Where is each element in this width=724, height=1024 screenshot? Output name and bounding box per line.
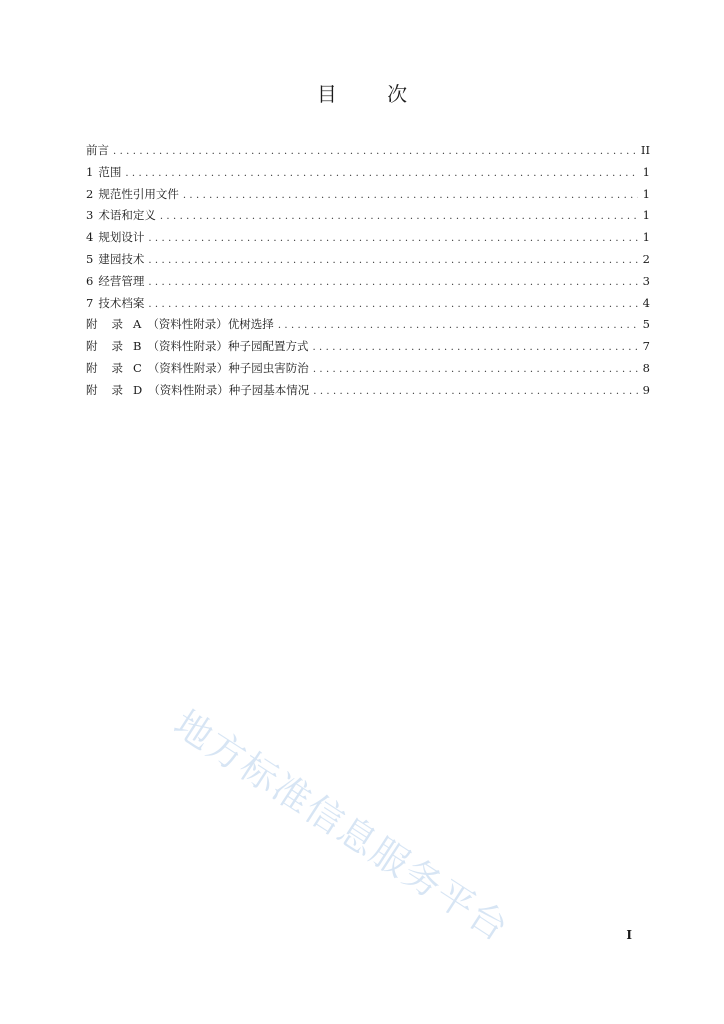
toc-leader-dots bbox=[160, 206, 638, 228]
toc-entry-appendix-b[interactable] bbox=[86, 336, 650, 358]
footer-page-number: I bbox=[626, 928, 632, 942]
toc-entry-label: 5 建园技术 bbox=[86, 251, 145, 266]
toc-entry-2[interactable] bbox=[86, 184, 650, 206]
toc-leader-dots bbox=[313, 381, 638, 403]
toc-entry-label: 1 范围 bbox=[86, 164, 122, 179]
toc-page-number: 1 bbox=[642, 164, 650, 179]
toc-page-number: 4 bbox=[642, 295, 650, 310]
toc-entry-appendix-c[interactable] bbox=[86, 358, 650, 380]
toc-entry-label: 附 录 D （资料性附录）种子园基本情况 bbox=[86, 382, 310, 397]
toc-leader-dots bbox=[183, 185, 638, 207]
toc-entry-label: 附 录 A （资料性附录）优树选择 bbox=[86, 317, 274, 332]
toc-entry-3[interactable] bbox=[86, 205, 650, 227]
toc-leader-dots bbox=[313, 359, 638, 381]
toc-page-number: 5 bbox=[642, 317, 650, 332]
toc-leader-dots bbox=[148, 294, 638, 316]
toc-entry-appendix-d[interactable] bbox=[86, 380, 650, 402]
toc-entry-label: 7 技术档案 bbox=[86, 295, 145, 310]
toc-page-number: 2 bbox=[642, 251, 650, 266]
table-of-contents bbox=[86, 140, 650, 402]
toc-page-number: 7 bbox=[642, 339, 650, 354]
toc-leader-dots bbox=[113, 141, 637, 163]
toc-page-number: 1 bbox=[642, 186, 650, 201]
toc-entry-label: 4 规划设计 bbox=[86, 230, 145, 245]
toc-entry-label: 2 规范性引用文件 bbox=[86, 186, 179, 201]
toc-page-number: 1 bbox=[642, 230, 650, 245]
toc-leader-dots bbox=[278, 315, 638, 337]
watermark: 地方标准信息服务平台 bbox=[166, 701, 517, 951]
toc-entry-4[interactable] bbox=[86, 227, 650, 249]
toc-entry-7[interactable] bbox=[86, 293, 650, 315]
toc-page-number: 1 bbox=[642, 208, 650, 223]
toc-page-number: 8 bbox=[642, 360, 650, 375]
toc-entry-label: 附 录 C （资料性附录）种子园虫害防治 bbox=[86, 360, 309, 375]
toc-leader-dots bbox=[312, 337, 638, 359]
toc-entry-1[interactable] bbox=[86, 162, 650, 184]
toc-entry-label: 6 经营管理 bbox=[86, 273, 145, 288]
toc-page-number: 9 bbox=[642, 382, 650, 397]
toc-leader-dots bbox=[148, 228, 638, 250]
toc-leader-dots bbox=[125, 163, 638, 185]
toc-entry-foreword[interactable] bbox=[86, 140, 650, 162]
page-title: 目 次 bbox=[316, 82, 430, 106]
toc-entry-5[interactable] bbox=[86, 249, 650, 271]
toc-entry-6[interactable] bbox=[86, 271, 650, 293]
toc-entry-appendix-a[interactable] bbox=[86, 314, 650, 336]
toc-entry-label: 附 录 B （资料性附录）种子园配置方式 bbox=[86, 339, 309, 354]
toc-entry-label: 前言 bbox=[86, 143, 109, 157]
toc-page-number: II bbox=[640, 143, 650, 157]
toc-leader-dots bbox=[148, 250, 638, 272]
toc-page-number: 3 bbox=[642, 273, 650, 288]
toc-entry-label: 3 术语和定义 bbox=[86, 208, 156, 223]
toc-leader-dots bbox=[148, 272, 638, 294]
